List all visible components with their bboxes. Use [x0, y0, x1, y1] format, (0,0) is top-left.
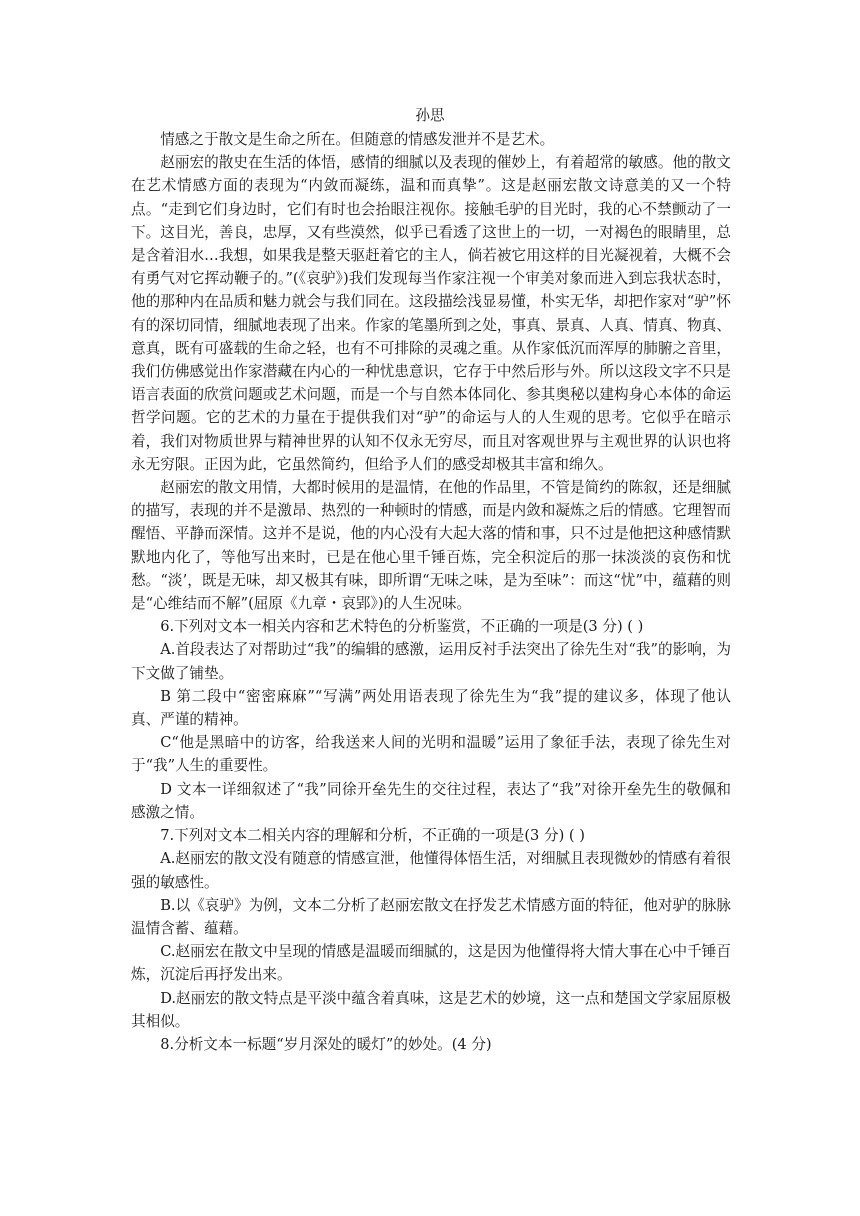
paragraph: 赵丽宏的散文用情，大都时候用的是温情，在他的作品里，不管是简约的陈叙，还是细腻的描写，表现的并不是激昂、热烈的一种顿时的情感，而是内敛和凝炼之后的情感。它理智而醒悟、平静而深情。这并不是说，他的内心没有大起大落的情和事，只不过是他把这种感情默默地内化了，等他写出来时，已是在他心里千锤百炼，完全积淀后的那一抹淡淡的哀伤和忧愁。“淡’，既是无味，却又极其有味，即所谓“无味之味，是为至味”：而这“忧”中，蕴藉的则是“心维结而不解”(屈原《九章・哀郢》)的人生况味。 — [131, 479, 731, 613]
question-stem: 8.分析文本一标题“岁月深处的暖灯”的妙处。(4 分) — [160, 1035, 492, 1053]
question-option: B 第二段中“密密麻麻”“写满”两处用语表现了徐先生为“我”提的建议多，体现了他认真、严谨的精神。 — [131, 687, 731, 729]
question-option: B.以《哀驴》为例，文本二分析了赵丽宏散文在抒发艺术情感方面的特征，他对驴的脉脉温情含蓄、蕴藉。 — [131, 896, 731, 937]
question-option: A.赵丽宏的散文没有随意的情感宣泄，他懂得体悟生活，对细腻且表现微妙的情感有着很强的敏感性。 — [131, 850, 731, 891]
question-stem: 6.下列对文本一相关内容和艺术特色的分析鉴赏，不正确的一项是(3 分) ( ) — [160, 618, 644, 636]
question-option: C.赵丽宏在散文中呈现的情感是温暖而细腻的，这是因为他懂得将大情大事在心中千锤百炼，沉淀后再抒发出来。 — [131, 943, 731, 984]
question-option: D 文本一详细叙述了“我”同徐开垒先生的交往过程，表达了“我”对徐开垒先生的敬佩和感激之情。 — [131, 780, 731, 821]
question-option: A.首段表达了对帮助过“我”的编辑的感激，运用反衬手法突出了徐先生对“我”的影响，为下文做了铺垫。 — [131, 641, 731, 682]
paragraph: 赵丽宏的散史在生活的体悟，感情的细腻以及表现的催妙上，有着超常的敏感。他的散文在艺术情感方面的表现为“内敛而凝练，温和而真挚”。这是赵丽宏散文诗意美的又一个特点。“走到它们身边时，它们有时也会抬眼注视你。接触毛驴的目光时，我的心不禁颤动了一下。这目光，善良，忠厚，又有些漠然，似乎已看透了这世上的一切，一对褐色的眼睛里，总是含着泪水…我想，如果我是整天驱赶着它的主人，倘若被它用这样的目光凝视着，大概不会有勇气对它挥动鞭子的。”(《哀驴》)我们发现每当作家注视一个审美对象而进入到忘我状态时，他的那种内在品质和魅力就会与我们同在。这段描绘浅显易懂，朴实无华，却把作家对“驴”怀有的深切同情，细腻地表现了出来。作家的笔墨所到之处，事真、景真、人真、情真、物真、意真，既有可盛载的生命之轻，也有不可排除的灵魂之重。从作家低沉而浑厚的肺腑之音里，我们仿佛感觉出作家潜藏在内心的一种忧患意识，它存于中然后形与外。所以这段文字不只是语言表面的欣赏问题或艺术问题，而是一个与自然本体同化、参其奥秘以建构身心本体的命运哲学问题。它的艺术的力量在于提供我们对“驴”的命运与人的人生观的思考。它似乎在暗示着，我们对物质世界与精神世界的认知不仅永无穷尽，而且对客观世界与主观世界的认识也将永无穷限。正因为此，它虽然简约，但给予人们的感受却极其丰富和绵久。 — [131, 154, 731, 473]
paragraph: 情感之于散文是生命之所在。但随意的情感发泄并不是艺术。 — [160, 131, 555, 148]
question-option: D.赵丽宏的散文特点是平淡中蕴含着真味，这是艺术的妙境，这一点和楚国文学家屈原极其相似。 — [131, 989, 731, 1030]
author-name: 孙思 — [415, 107, 445, 124]
question-stem: 7.下列对文本二相关内容的理解和分析，不正确的一项是(3 分) ( ) — [160, 827, 585, 845]
document-body — [131, 128, 731, 1056]
question-option: C“他是黑暗中的访客，给我送来人间的光明和温暖”运用了象征手法，表现了徐先生对于“我”人生的重要性。 — [131, 734, 731, 775]
